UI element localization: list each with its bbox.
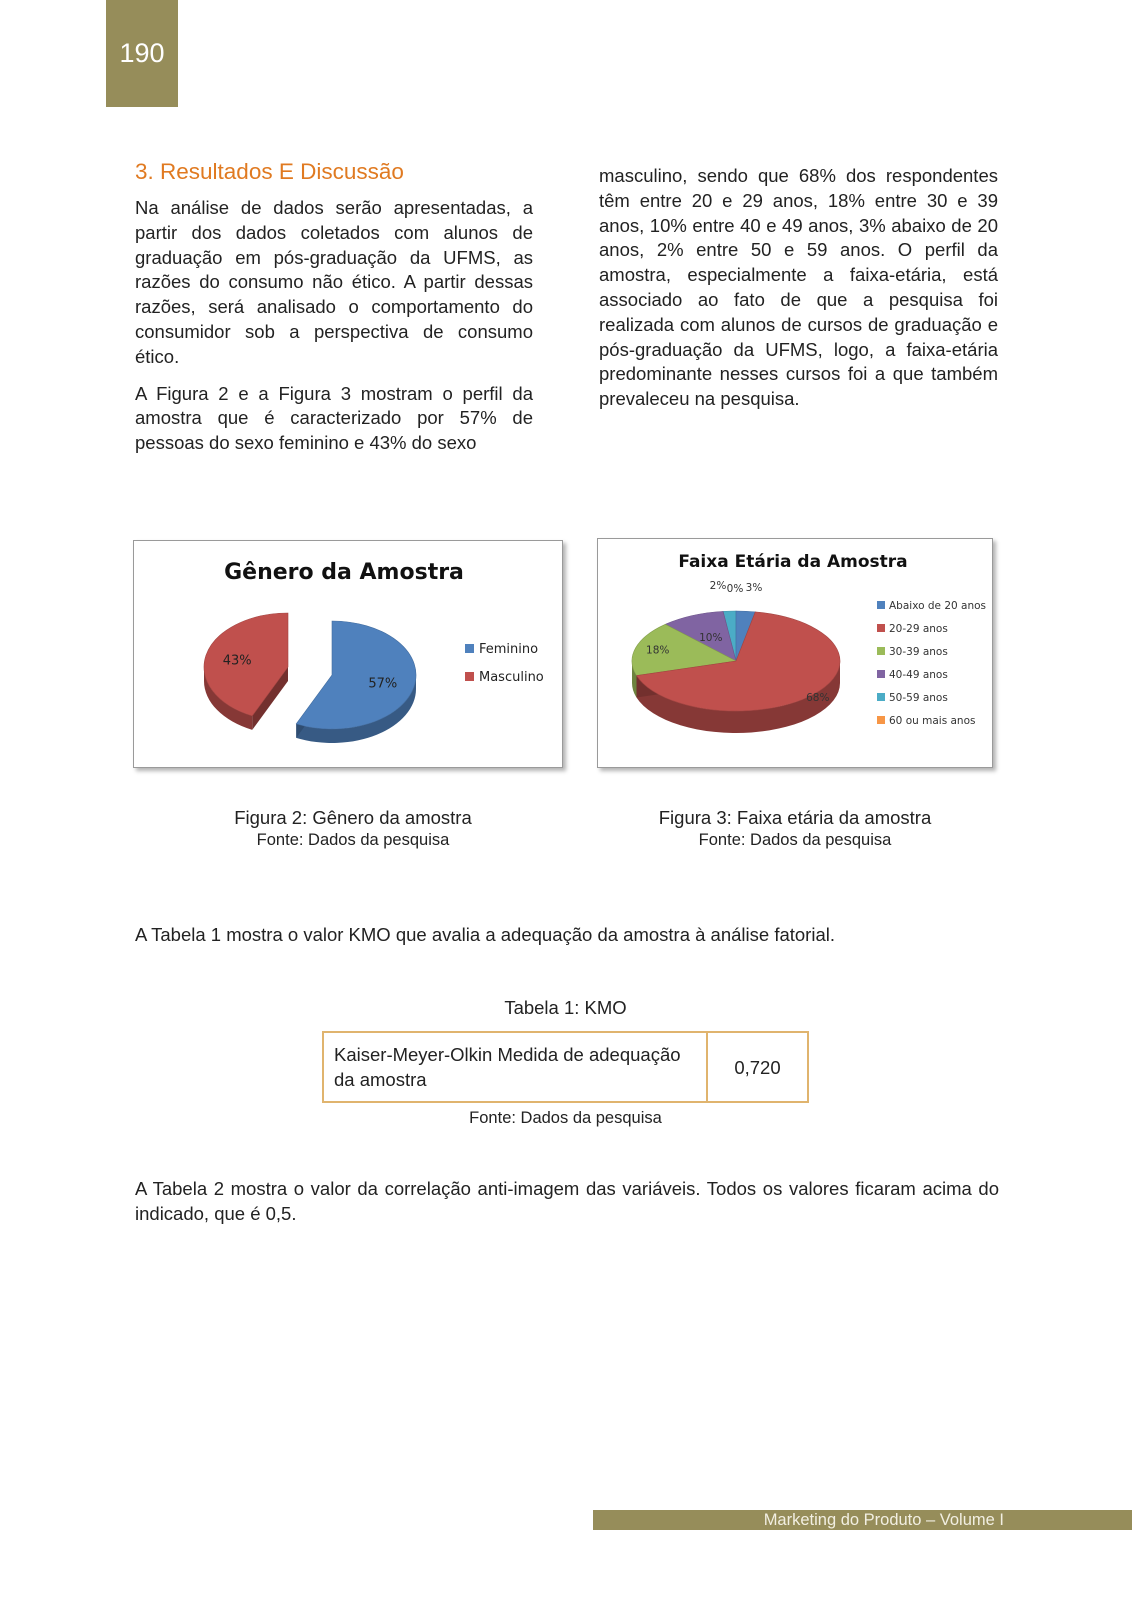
legend-label: 20-29 anos: [889, 623, 948, 635]
table-source: Fonte: Dados da pesquisa: [469, 1109, 662, 1127]
caption-source: Fonte: Dados da pesquisa: [698, 831, 892, 849]
chart-genero-svg: [134, 541, 562, 767]
right-column: [599, 164, 998, 424]
legend-label: Abaixo de 20 anos: [889, 600, 986, 612]
legend-label: 50-59 anos: [889, 692, 948, 704]
left-column: [135, 158, 533, 468]
legend-label: 60 ou mais anos: [889, 715, 976, 727]
legend-swatch: [877, 647, 885, 655]
tabela1-intro: A Tabela 1 mostra o valor KMO que avalia a adequação da amostra à análise fatorial.: [135, 924, 835, 945]
chart-genero: [133, 540, 563, 768]
paragraph: masculino, sendo que 68% dos respondentes têm entre 20 e 29 anos, 18% entre 30 e 39 anos, 10% entre 40 e 49 anos, 3% abaixo de 20 anos, 2% entre 50 e 59 anos. O perfil da amostra, especialmente a faixa-etária, está associado ao fato de que a pesquisa foi realizada com alunos de cursos de graduação e pós-graduação da UFMS, logo, a faixa-etária predominante nesses cursos foi a que também prevaleceu na pesquisa.: [599, 165, 998, 410]
legend-swatch: [877, 716, 885, 724]
caption-title: Figura 2: Gênero da amostra: [234, 807, 472, 828]
data-label: 57%: [368, 676, 398, 692]
paragraph: Na análise de dados serão apresentadas, a partir dos dados coletados com alunos de graduação em pós-graduação da UFMS, as razões do consumo não ético. A partir dessas razões, será analisado o comportamento do consumidor sob a perspectiva de consumo ético.: [135, 197, 533, 367]
legend-swatch: [877, 670, 885, 678]
pie-slice-masculino: [204, 613, 288, 730]
data-label: 3%: [745, 582, 763, 594]
footer-text: Marketing do Produto – Volume I: [763, 1511, 1004, 1529]
chart-title: Gênero da Amostra: [224, 560, 464, 585]
legend-swatch: [465, 672, 474, 681]
page-number: 190: [106, 0, 178, 107]
chart-faixa-etaria: [597, 538, 993, 768]
table-row: [323, 1032, 808, 1102]
legend-label: Feminino: [479, 642, 539, 657]
data-label: 10%: [699, 631, 723, 644]
caption-source: Fonte: Dados da pesquisa: [256, 831, 450, 849]
legend-swatch: [465, 644, 474, 653]
section-heading: 3. Resultados E Discussão: [135, 159, 404, 184]
figure-2-caption: [213, 807, 493, 851]
legend-label: Masculino: [479, 670, 544, 685]
chart-title: Faixa Etária da Amostra: [678, 552, 908, 572]
paragraph: A Figura 2 e a Figura 3 mostram o perfil da amostra que é caracterizado por 57% de pessoas do sexo feminino e 43% do sexo: [135, 382, 533, 454]
legend-swatch: [877, 693, 885, 701]
data-label: 68%: [806, 692, 830, 705]
table-cell-label: Kaiser-Meyer-Olkin Medida de adequação da amostra: [323, 1032, 707, 1102]
tabela2-paragraph: A Tabela 2 mostra o valor da correlação anti-imagem das variáveis. Todos os valores ficaram acima do indicado, que é 0,5.: [135, 1178, 999, 1224]
legend-label: 40-49 anos: [889, 669, 948, 681]
chart-faixa-svg: [598, 539, 992, 767]
legend-swatch: [877, 624, 885, 632]
caption-title: Figura 3: Faixa etária da amostra: [658, 807, 932, 828]
legend-swatch: [877, 601, 885, 609]
data-label: 2%: [709, 580, 727, 592]
data-label: 18%: [646, 644, 670, 657]
data-label: 43%: [222, 653, 252, 669]
legend-label: 30-39 anos: [889, 646, 948, 658]
table-title: Tabela 1: KMO: [504, 997, 627, 1018]
kmo-table: [322, 1031, 809, 1103]
footer-bar: [593, 1510, 1132, 1530]
table-cell-value: 0,720: [707, 1032, 808, 1102]
data-label: 0%: [726, 583, 744, 595]
pie-slice-feminino: [296, 621, 416, 743]
figure-3-caption: [630, 807, 960, 851]
